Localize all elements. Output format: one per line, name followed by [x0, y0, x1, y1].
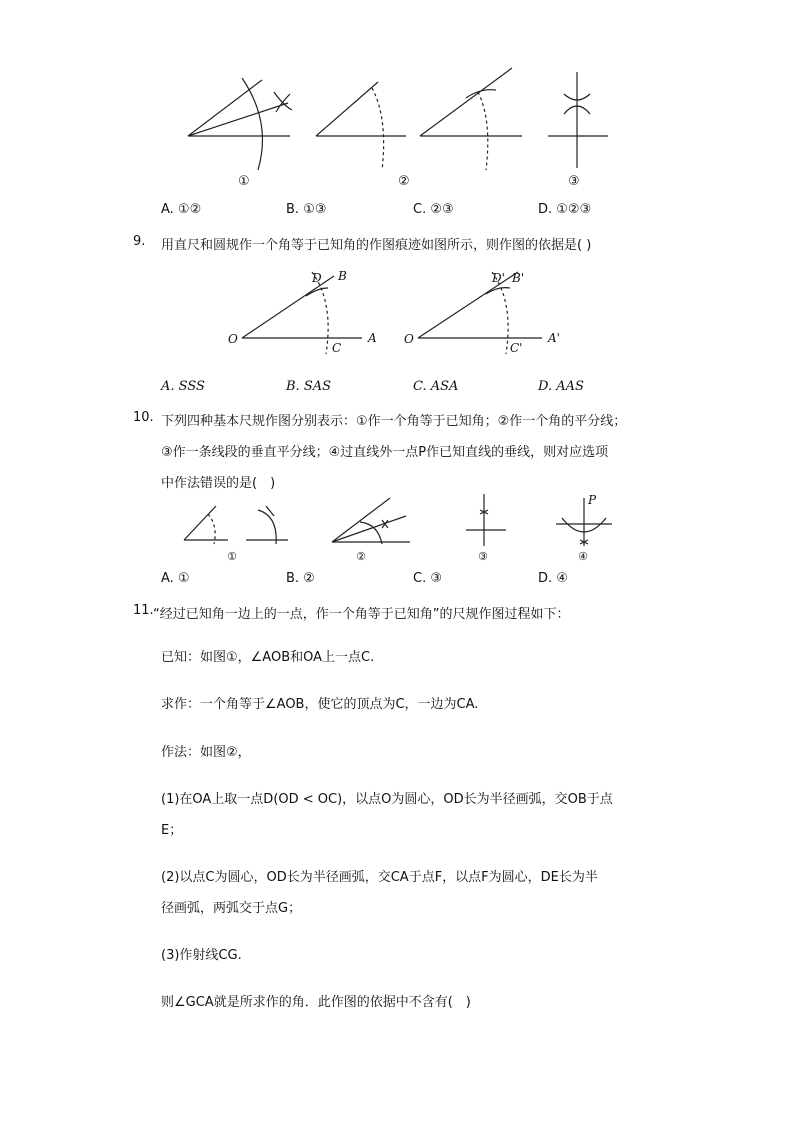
q8-fig1-arc — [242, 78, 262, 170]
q8-fig3-cross-arc — [466, 90, 496, 98]
q10-fig-label-1: ① — [227, 550, 237, 563]
q10-fig2-upper — [332, 498, 390, 542]
q8-fig-label-3: ③ — [568, 174, 580, 189]
q8-figure-2 — [312, 72, 412, 172]
q8-option-d[interactable]: D. ①②③ — [538, 202, 592, 217]
q8-figure-4 — [544, 68, 614, 172]
q10-fig2-bisector — [332, 516, 406, 542]
q9-fig1-label-o: O — [228, 332, 238, 346]
q11-step2-line-1: (2)以点C为圆心，OD长为半径画弧，交CA于点F，以点F为圆心，DE长为半 — [161, 870, 598, 885]
q8-fig1-upper-ray — [188, 80, 262, 136]
q9-stem: 用直尺和圆规作一个角等于已知角的作图痕迹如图所示，则作图的依据是( ) — [161, 238, 592, 253]
q9-fig2-label-b: B' — [512, 271, 525, 285]
q9-fig1-label-d: D — [312, 271, 322, 285]
q8-fig3-upper-ray — [420, 68, 512, 136]
q10-fig-label-4: ④ — [578, 550, 588, 563]
q9-option-b[interactable]: B. SAS — [286, 379, 332, 394]
q9-fig1-label-a: A — [368, 331, 377, 345]
q9-fig2-label-c: C' — [510, 341, 523, 355]
q11-step3: (3)作射线CG. — [161, 948, 242, 963]
q10-figure-1a — [182, 500, 232, 546]
q10-stem-line-1: 下列四种基本尺规作图分别表示：①作一个角等于已知角；②作一个角的平分线； — [161, 414, 627, 429]
q8-option-b[interactable]: B. ①③ — [286, 202, 327, 217]
q10-option-a[interactable]: A. ① — [161, 571, 190, 586]
q8-fig2-arc — [372, 88, 384, 170]
q9-option-c[interactable]: C. ASA — [413, 379, 459, 394]
q10-option-b[interactable]: B. ② — [286, 571, 315, 586]
q11-method: 作法：如图②， — [161, 745, 251, 760]
q9-option-a[interactable]: A. SSS — [161, 379, 205, 394]
q9-fig1-label-b: B — [338, 269, 347, 283]
q11-todo: 求作：一个角等于∠AOB，使它的顶点为C，一边为CA. — [161, 697, 479, 712]
q9-number: 9. — [133, 234, 146, 249]
q10-number: 10. — [133, 410, 154, 425]
q9-fig1-label-c: C — [332, 341, 342, 355]
q9-figure-1 — [226, 262, 386, 358]
q10-stem-line-3: 中作法错误的是( ) — [161, 476, 276, 491]
q8-figure-3 — [416, 72, 526, 172]
q10-figure-2 — [330, 494, 414, 548]
q11-step1-line-2: E； — [161, 823, 183, 838]
q10-figure-3 — [464, 492, 508, 548]
q8-fig-label-2: ② — [398, 174, 410, 189]
q11-step2-line-2: 径画弧，两弧交于点G； — [161, 901, 302, 916]
q10-option-d[interactable]: D. ④ — [538, 571, 568, 586]
q8-fig-label-1: ① — [238, 174, 250, 189]
q11-step1-line-1: (1)在OA上取一点D(OD < OC)，以点O为圆心，OD长为半径画弧，交OB于点 — [161, 792, 613, 807]
q9-fig2-label-o: O — [404, 332, 414, 346]
q10-fig-label-3: ③ — [478, 550, 488, 563]
q11-stem: “经过已知角一边上的一点，作一个角等于已知角”的尺规作图过程如下： — [153, 607, 570, 622]
q9-fig2-label-a: A' — [548, 331, 560, 345]
q8-option-c[interactable]: C. ②③ — [413, 202, 454, 217]
q8-figure-1 — [180, 72, 300, 172]
q10-fig1a-upper — [184, 506, 216, 540]
q9-figure-2 — [402, 262, 582, 358]
q10-fig4-label-p: P — [588, 493, 597, 507]
q10-figure-4 — [554, 492, 614, 550]
q10-fig-label-2: ② — [356, 550, 366, 563]
q8-fig3-arc — [478, 92, 488, 170]
q10-figure-1b — [242, 500, 292, 546]
q11-known: 已知：如图①，∠AOB和OA上一点C. — [161, 650, 375, 665]
q10-option-c[interactable]: C. ③ — [413, 571, 442, 586]
q11-number: 11. — [133, 603, 154, 618]
q8-fig1-bisector-ray — [188, 103, 288, 136]
q8-option-a[interactable]: A. ①② — [161, 202, 202, 217]
q9-fig1-ray-ob — [242, 276, 334, 338]
q9-option-d[interactable]: D. AAS — [538, 379, 584, 394]
q9-fig2-label-d: D' — [492, 271, 505, 285]
q11-conclusion: 则∠GCA就是所求作的角．此作图的依据中不含有( ) — [161, 995, 471, 1010]
q10-stem-line-2: ③作一条线段的垂直平分线；④过直线外一点P作已知直线的垂线，则对应选项 — [161, 445, 609, 460]
q8-fig2-upper-ray — [316, 82, 378, 136]
